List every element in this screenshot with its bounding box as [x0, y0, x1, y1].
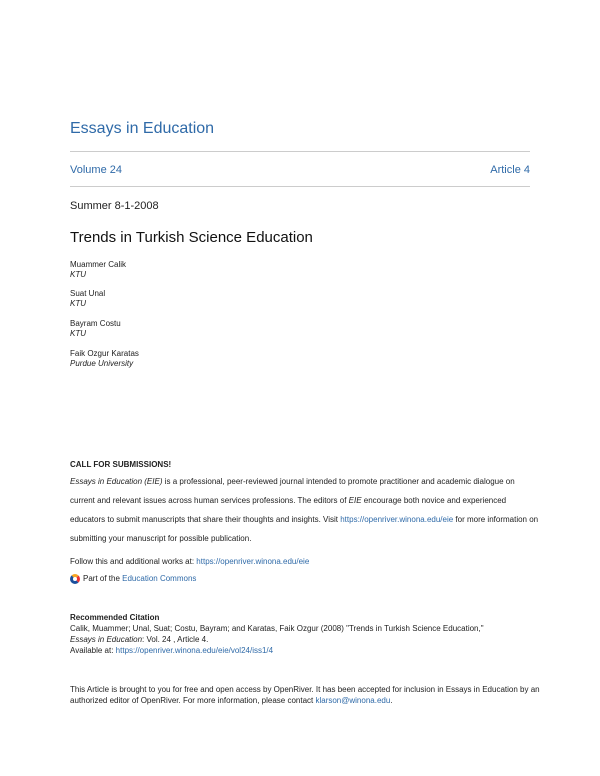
author-affiliation: KTU — [70, 270, 86, 279]
author-affiliation: KTU — [70, 329, 86, 338]
article-title: Trends in Turkish Science Education — [70, 229, 313, 246]
eie-abbrev: EIE — [348, 496, 362, 505]
author-name: Faik Ozgur Karatas — [70, 349, 139, 358]
follow-link[interactable]: https://openriver.winona.edu/eie — [196, 557, 310, 566]
citation-text: Calik, Muammer; Unal, Suat; Costu, Bayram; and Karatas, Faik Ozgur (2008) "Trends in Turkish Science Education," — [70, 624, 484, 633]
author-name: Suat Unal — [70, 289, 106, 298]
eie-link[interactable]: https://openriver.winona.edu/eie — [340, 515, 454, 524]
journal-title[interactable]: Essays in Education — [70, 120, 215, 137]
recommended-citation — [70, 612, 540, 656]
citation-journal: Essays in Education — [70, 635, 143, 644]
call-for-submissions — [70, 460, 540, 548]
author-affiliation: Purdue University — [70, 359, 134, 368]
call-heading: CALL FOR SUBMISSIONS! — [70, 460, 172, 469]
contact-email-link[interactable]: klarson@winona.edu — [315, 696, 391, 705]
citation-volume: : Vol. 24 , Article 4. — [142, 635, 209, 644]
author-name: Muammer Calik — [70, 260, 127, 269]
author — [70, 289, 105, 309]
part-label: Part of the — [83, 574, 123, 584]
bepress-commons-icon — [70, 574, 80, 584]
journal-name: Essays in Education (EIE) — [70, 477, 163, 486]
available-label: Available at: — [70, 646, 116, 655]
call-text: is a professional, peer-reviewed journal intended to promote practitioner and academic dialogue on current and relevant issues across human services professions. The editors of — [70, 477, 515, 505]
article-link[interactable]: Article 4 — [490, 164, 530, 176]
author — [70, 260, 126, 280]
follow-label: Follow this and additional works at: — [70, 557, 197, 566]
call-text: encourage both novice and experienced educators to submit manuscripts that share their thoughts and insights. Visit — [70, 496, 507, 524]
author — [70, 319, 121, 339]
footer-end: . — [390, 696, 393, 705]
author-affiliation: KTU — [70, 299, 86, 308]
call-text: for more information on submitting your manuscript for possible publication. — [70, 515, 539, 543]
follow-line — [70, 557, 540, 566]
author — [70, 349, 139, 369]
footer-text: This Article is brought to you for free and open access by OpenRiver. It has been accepted for inclusion in Essays in Education by an authorized editor of OpenRiver. For more information, please contact — [70, 685, 540, 705]
footer-note — [70, 684, 540, 706]
divider — [70, 151, 530, 152]
citation-link[interactable]: https://openriver.winona.edu/eie/vol24/iss1/4 — [115, 646, 274, 655]
citation-heading: Recommended Citation — [70, 613, 160, 622]
volume-link[interactable]: Volume 24 — [70, 164, 122, 176]
divider — [70, 186, 530, 187]
publication-date: Summer 8-1-2008 — [70, 200, 159, 212]
author-name: Bayram Costu — [70, 319, 121, 328]
education-commons-link[interactable]: Education Commons — [122, 574, 197, 584]
part-of-line — [70, 574, 540, 584]
